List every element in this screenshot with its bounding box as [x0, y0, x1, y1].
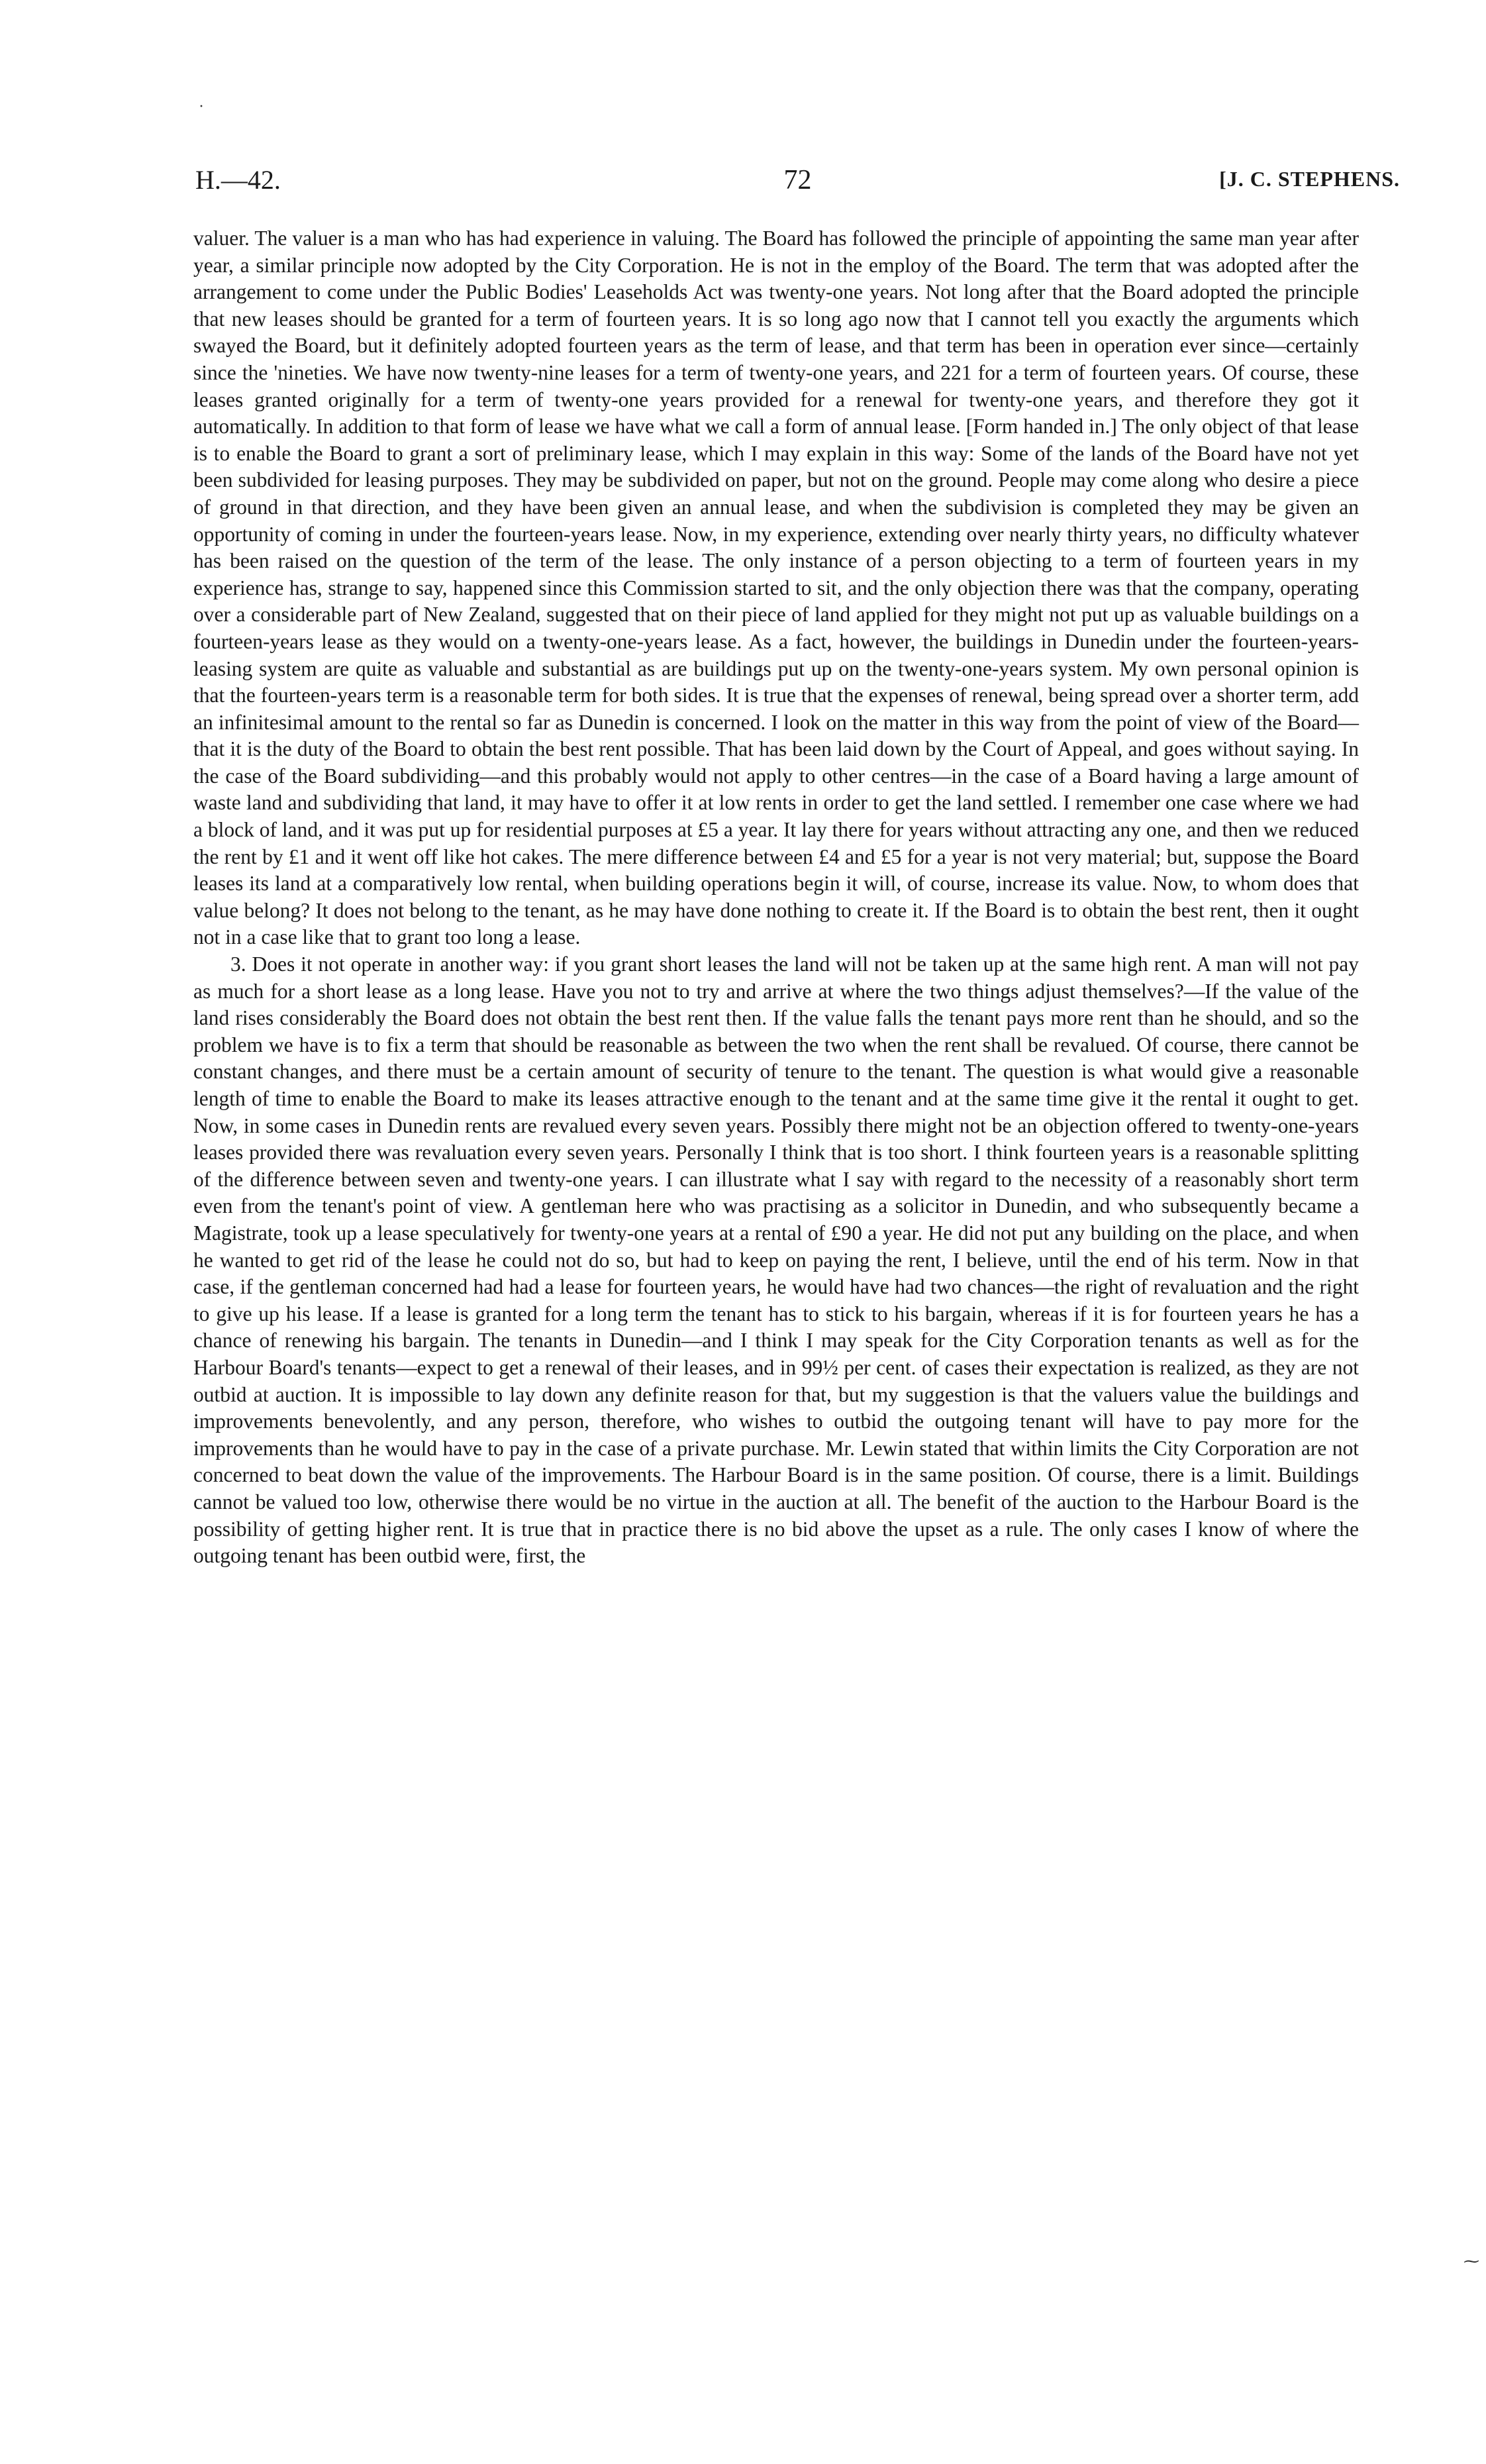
- document-body: [193, 225, 1359, 1570]
- scan-speck: ·: [199, 98, 204, 115]
- scan-margin-mark: ⁓: [1463, 2253, 1479, 2271]
- paragraph-continuation: valuer. The valuer is a man who has had experience in valuing. The Board has followed the principle of appointing the same man year after year, a similar principle now adopted by the City Corporation. He is not in the employ of the Board. The term that was adopted after the arrangement to come under the Public Bodies' Leaseholds Act was twenty-one years. Not long after that the Board adopted the principle that new leases should be granted for a term of fourteen years. It is so long ago now that I cannot tell you exactly the arguments which swayed the Board, but it definitely adopted fourteen years as the term of lease, and that term has been in operation ever since—certainly since the 'nineties. We have now twenty-nine leases for a term of twenty-one years, and 221 for a term of fourteen years. Of course, these leases granted originally for a term of twenty-one years provided for a renewal for twenty-one years, and therefore they got it automatically. In addition to that form of lease we have what we call a form of annual lease. [Form handed in.] The only object of that lease is to enable the Board to grant a sort of preliminary lease, which I may explain in this way: Some of the lands of the Board have not yet been subdivided for leasing purposes. They may be subdivided on paper, but not on the ground. People may come along who desire a piece of ground in that direction, and they have been given an annual lease, and when the subdivision is completed they may be given an opportunity of coming in under the fourteen-years lease. Now, in my experience, extending over nearly thirty years, no difficulty whatever has been raised on the question of the term of the lease. The only instance of a person objecting to a term of fourteen years in my experience has, strange to say, happened since this Commission started to sit, and the only objection there was that the company, operating over a considerable part of New Zealand, suggested that on their piece of land applied for they might not put up as valuable buildings on a fourteen-years lease as they would on a twenty-one-years lease. As a fact, however, the buildings in Dunedin under the fourteen-years-leasing system are quite as valuable and substantial as are buildings put up on the twenty-one-years system. My own personal opinion is that the fourteen-years term is a reasonable term for both sides. It is true that the expenses of renewal, being spread over a shorter term, add an infinitesimal amount to the rental so far as Dunedin is concerned. I look on the matter in this way from the point of view of the Board—that it is the duty of the Board to obtain the best rent possible. That has been laid down by the Court of Appeal, and goes without saying. In the case of the Board subdividing—and this probably would not apply to other centres—in the case of a Board having a large amount of waste land and subdividing that land, it may have to offer it at low rents in order to get the land settled. I remember one case where we had a block of land, and it was put up for residential purposes at £5 a year. It lay there for years without attracting any one, and then we reduced the rent by £1 and it went off like hot cakes. The mere difference between £4 and £5 for a year is not very material; but, suppose the Board leases its land at a comparatively low rental, when building operations begin it will, of course, increase its value. Now, to whom does that value belong? It does not belong to the tenant, as he may have done nothing to create it. If the Board is to obtain the best rent, then it ought not in a case like that to grant too long a lease.: [193, 227, 1359, 949]
- page-header: [195, 164, 1400, 204]
- page-number: 72: [783, 165, 812, 195]
- paragraph-question-3: 3. Does it not operate in another way: if you grant short leases the land will not be taken up at the same high rent. A man will not pay as much for a short lease as a long lease. Have you not to try and arrive at where the two things adjust themselves?—If the value of the land rises considerably the Board does not obtain the best rent then. If the value falls the tenant pays more rent than he should, and so the problem we have is to fix a term that should be reasonable as between the two when the rent shall be revalued. Of course, there cannot be constant changes, and there must be a certain amount of security of tenure to the tenant. The question is what would give a reasonable length of time to enable the Board to make its leases attractive enough to the tenant and at the same time give it the rental it ought to get. Now, in some cases in Dunedin rents are revalued every seven years. Possibly there might not be an objection offered to twenty-one-years leases provided there was revaluation every seven years. Personally I think that is too short. I think fourteen years is a reasonable splitting of the difference between seven and twenty-one years. I can illustrate what I say with regard to the necessity of a reasonably short term even from the tenant's point of view. A gentleman here who was practising as a solicitor in Dunedin, and who subsequently became a Magistrate, took up a lease speculatively for twenty-one years at a rental of £90 a year. He did not put any building on the place, and when he wanted to get rid of the lease he could not do so, but had to keep on paying the rent, I believe, until the end of his term. Now in that case, if the gentleman concerned had had a lease for fourteen years, he would have had two chances—the right of revaluation and the right to give up his lease. If a lease is granted for a long term the tenant has to stick to his bargain, whereas if it is for fourteen years he has a chance of renewing his bargain. The tenants in Dunedin—and I think I may speak for the City Corporation tenants as well as for the Harbour Board's tenants—expect to get a renewal of their leases, and in 99½ per cent. of cases their expectation is realized, as they are not outbid at auction. It is impossible to lay down any definite reason for that, but my suggestion is that the valuers value the buildings and improvements benevolently, and any person, therefore, who wishes to outbid the outgoing tenant will have to pay more for the improvements than he would have to pay in the case of a private purchase. Mr. Lewin stated that within limits the City Corporation are not concerned to beat down the value of the improvements. The Harbour Board is in the same position. Of course, there is a limit. Buildings cannot be valued too low, otherwise there would be no virtue in the auction at all. The benefit of the auction to the Harbour Board is the possibility of getting higher rent. It is true that in practice there is no bid above the upset as a rule. The only cases I know of where the outgoing tenant has been outbid were, first, the: [193, 952, 1359, 1568]
- document-reference: H.—42.: [195, 165, 281, 195]
- witness-name: [J. C. STEPHENS.: [1219, 167, 1400, 191]
